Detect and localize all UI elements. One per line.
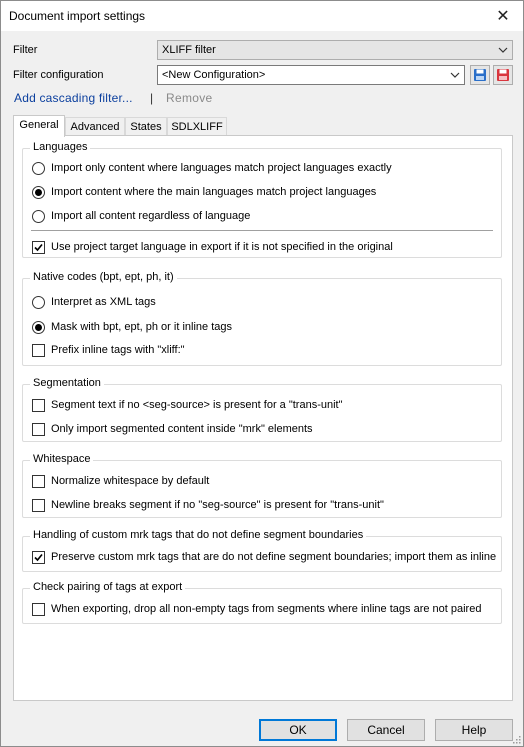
tag-pairing-group [22, 581, 502, 624]
option-label: Newline breaks segment if no "seg-source" is present for "trans-unit" [51, 499, 384, 511]
cancel-button[interactable]: Cancel [347, 719, 425, 741]
save-as-config-button[interactable] [493, 65, 513, 85]
custom-mrk-group [22, 529, 502, 572]
radio-button[interactable] [32, 186, 45, 199]
option-label: When exporting, drop all non-empty tags from segments where inline tags are not paired [51, 603, 482, 615]
chevron-down-icon [450, 69, 460, 81]
filter-select-value: XLIFF filter [162, 44, 216, 56]
languages-option-all[interactable] [32, 208, 250, 224]
help-button[interactable]: Help [435, 719, 513, 741]
option-label: Segment text if no <seg-source> is present for a "trans-unit" [51, 399, 343, 411]
add-cascading-filter-link[interactable]: Add cascading filter... [14, 91, 133, 105]
tab-general[interactable]: General [13, 115, 65, 137]
checkmark-icon [33, 242, 44, 253]
filter-label: Filter [13, 44, 38, 56]
native-codes-group [22, 271, 502, 366]
tab-states[interactable]: States [125, 117, 167, 136]
close-icon: ✕ [496, 8, 510, 25]
radio-button[interactable] [32, 296, 45, 309]
languages-group-title: Languages [30, 141, 90, 153]
filter-select[interactable] [157, 40, 513, 60]
save-config-button[interactable] [470, 65, 490, 85]
chevron-down-icon [498, 44, 508, 56]
divider [31, 230, 493, 231]
whitespace-group [22, 453, 502, 518]
option-label: Preserve custom mrk tags that are do not define segment boundaries; import them as inline [51, 551, 497, 563]
newline-breaks-option[interactable] [32, 497, 384, 513]
save-red-icon [496, 68, 510, 82]
native-codes-option-xml[interactable] [32, 294, 156, 310]
radio-button[interactable] [32, 321, 45, 334]
languages-option-main[interactable] [32, 184, 376, 200]
checkbox[interactable] [32, 475, 45, 488]
use-target-language-option[interactable] [32, 239, 393, 255]
close-button[interactable] [483, 1, 523, 31]
segmentation-group-title: Segmentation [30, 377, 104, 389]
custom-mrk-group-title: Handling of custom mrk tags that do not define segment boundaries [30, 529, 366, 541]
checkbox[interactable] [32, 551, 45, 564]
checkmark-icon [33, 552, 44, 563]
filter-config-select[interactable] [157, 65, 465, 85]
checkbox[interactable] [32, 241, 45, 254]
option-label: Interpret as XML tags [51, 296, 156, 308]
tab-advanced[interactable]: Advanced [65, 117, 125, 136]
prefix-inline-tags-option[interactable] [32, 342, 185, 358]
option-label: Prefix inline tags with "xliff:" [51, 344, 185, 356]
tag-pairing-group-title: Check pairing of tags at export [30, 581, 185, 593]
segment-text-option[interactable] [32, 397, 343, 413]
option-label: Import content where the main languages match project languages [51, 186, 377, 198]
drop-nonempty-tags-option[interactable] [32, 601, 481, 617]
languages-group [22, 141, 502, 258]
window-title: Document import settings [9, 9, 146, 23]
option-label: Normalize whitespace by default [51, 475, 210, 487]
native-codes-group-title: Native codes (bpt, ept, ph, it) [30, 271, 177, 283]
save-blue-icon [473, 68, 487, 82]
ok-button[interactable]: OK [259, 719, 337, 741]
whitespace-group-title: Whitespace [30, 453, 93, 465]
preserve-custom-mrk-option[interactable] [32, 549, 496, 565]
option-label: Import all content regardless of language [51, 210, 251, 222]
only-segmented-option[interactable] [32, 421, 313, 437]
tab-sdlxliff[interactable]: SDLXLIFF [167, 117, 227, 136]
remove-link[interactable]: Remove [166, 91, 213, 105]
checkbox[interactable] [32, 423, 45, 436]
checkbox[interactable] [32, 603, 45, 616]
option-label: Import only content where languages match project languages exactly [51, 162, 392, 174]
normalize-whitespace-option[interactable] [32, 473, 209, 489]
general-tab-panel [13, 135, 513, 701]
checkbox[interactable] [32, 499, 45, 512]
languages-option-exact[interactable] [32, 160, 392, 176]
checkbox[interactable] [32, 344, 45, 357]
link-separator: | [150, 91, 154, 105]
segmentation-group [22, 377, 502, 442]
filter-config-label: Filter configuration [13, 69, 104, 81]
option-label: Only import segmented content inside "mrk" elements [51, 423, 313, 435]
title-bar [1, 1, 523, 31]
radio-button[interactable] [32, 162, 45, 175]
native-codes-option-mask[interactable] [32, 319, 232, 335]
option-label: Use project target language in export if it is not specified in the original [51, 241, 393, 253]
checkbox[interactable] [32, 399, 45, 412]
radio-button[interactable] [32, 210, 45, 223]
filter-config-value: <New Configuration> [162, 69, 266, 81]
option-label: Mask with bpt, ept, ph or it inline tags [51, 321, 232, 333]
resize-grip-icon[interactable] [511, 734, 521, 744]
